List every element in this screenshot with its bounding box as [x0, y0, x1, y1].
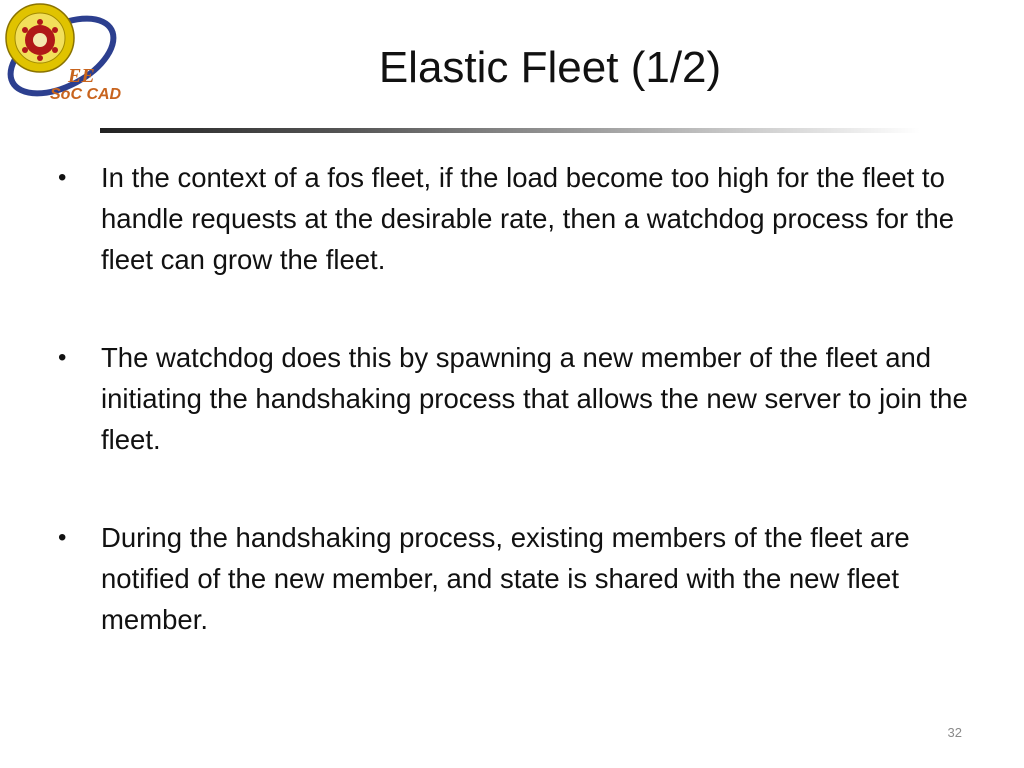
institution-logo: [0, 0, 130, 112]
bullet-item: [58, 517, 973, 640]
bullet-marker-icon: •: [58, 344, 67, 371]
bullet-marker-icon: •: [58, 164, 67, 191]
logo-soc-cad-text: SoC CAD: [50, 86, 122, 103]
bullet-item: [58, 157, 973, 280]
seal-logo-icon: [0, 0, 130, 112]
logo-ee-text: EE: [68, 65, 95, 87]
page-number: 32: [947, 725, 962, 740]
bullet-text: The watchdog does this by spawning a new member of the fleet and initiating the handshaking process that allows the new server to join the fleet.: [101, 342, 968, 455]
seal-core: [33, 33, 47, 47]
title-divider: [100, 128, 920, 133]
bullet-marker-icon: •: [58, 524, 67, 551]
bullet-text: During the handshaking process, existing members of the fleet are notified of the new member, and state is shared with the new fleet member.: [101, 522, 910, 635]
bullet-text: In the context of a fos fleet, if the load become too high for the fleet to handle requests at the desirable rate, then a watchdog process for the fleet can grow the fleet.: [101, 162, 955, 275]
slide-title: Elastic Fleet (1/2): [378, 43, 722, 92]
bullet-list: [58, 157, 973, 697]
bullet-item: [58, 337, 973, 460]
